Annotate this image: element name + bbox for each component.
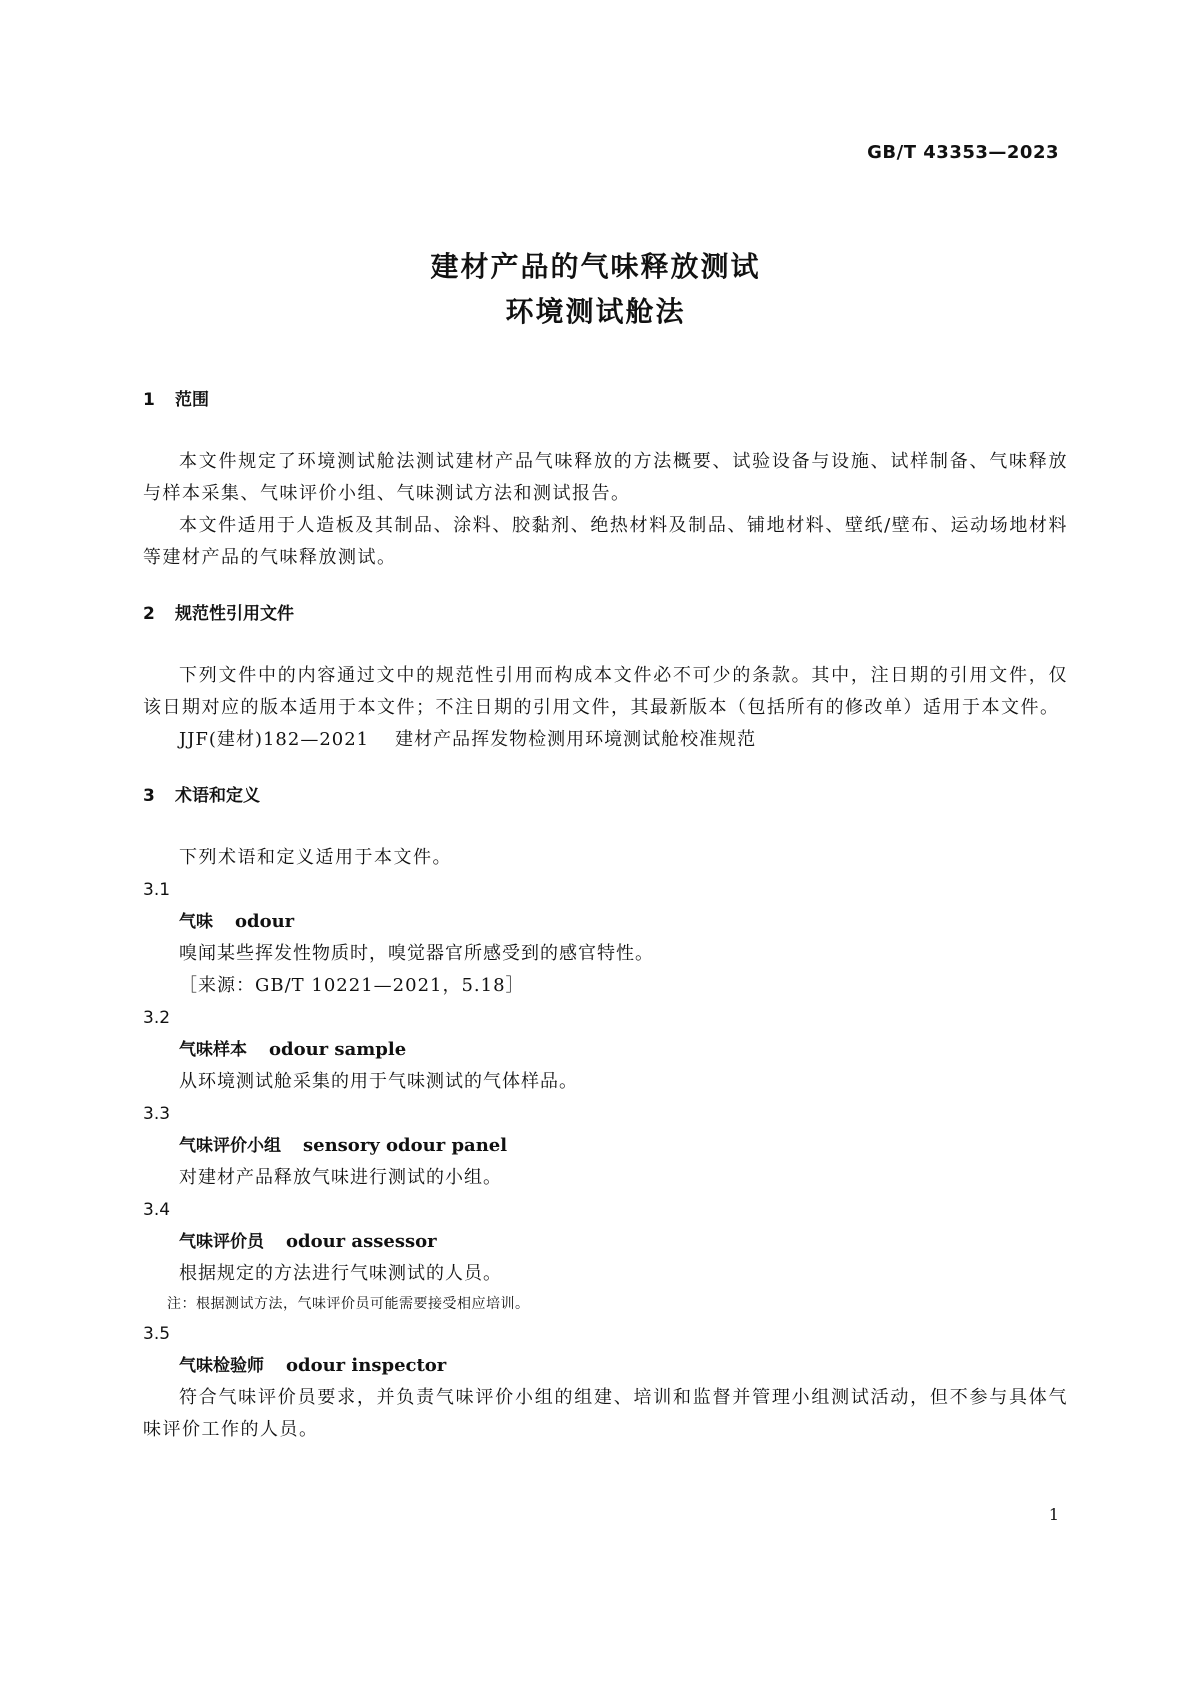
term-name-cn: 气味评价员 — [179, 1232, 264, 1252]
section-heading-terms-definitions — [143, 780, 1068, 812]
page-number: 1 — [1048, 1505, 1059, 1524]
term-name-en: odour inspector — [286, 1355, 447, 1376]
term-name-cn: 气味检验师 — [179, 1356, 264, 1376]
reference-title: 建材产品挥发物检测用环境测试舱校准规范 — [395, 729, 757, 750]
term-name — [143, 1350, 1068, 1382]
scope-paragraph-2: 本文件适用于人造板及其制品、涂料、胶黏剂、绝热材料及制品、铺地材料、壁纸/壁布、运动场地材料等建材产品的气味释放测试。 — [143, 515, 1068, 568]
term-name — [143, 1034, 1068, 1066]
term-name — [143, 906, 1068, 938]
reference-item — [143, 724, 1068, 756]
reference-code: JJF(建材)182—2021 — [179, 729, 370, 750]
term-number: 3.2 — [143, 1008, 171, 1028]
term-note: 注：根据测试方法，气味评价员可能需要接受相应培训。 — [167, 1296, 530, 1312]
section-title: 规范性引用文件 — [175, 604, 294, 624]
term-definition: 嗅闻某些挥发性物质时，嗅觉器官所感受到的感官特性。 — [179, 943, 654, 964]
term-definition: 符合气味评价员要求，并负责气味评价小组的组建、培训和监督并管理小组测试活动，但不参与具体气味评价工作的人员。 — [143, 1387, 1068, 1440]
term-name-en: odour sample — [269, 1039, 407, 1060]
section-heading-normative-references — [143, 598, 1068, 630]
term-name — [143, 1226, 1068, 1258]
section-title: 范围 — [175, 390, 209, 410]
term-number: 3.4 — [143, 1200, 171, 1220]
term-number: 3.3 — [143, 1104, 171, 1124]
terms-intro: 下列术语和定义适用于本文件。 — [179, 847, 452, 868]
term-name — [143, 1130, 1068, 1162]
term-source: ［来源：GB/T 10221—2021，5.18］ — [179, 975, 525, 996]
term-name-en: odour assessor — [286, 1231, 437, 1252]
scope-paragraph-1: 本文件规定了环境测试舱法测试建材产品气味释放的方法概要、试验设备与设施、试样制备、气味释放与样本采集、气味评价小组、气味测试方法和测试报告。 — [143, 451, 1068, 504]
term-name-cn: 气味样本 — [179, 1040, 247, 1060]
references-paragraph: 下列文件中的内容通过文中的规范性引用而构成本文件必不可少的条款。其中，注日期的引用文件，仅该日期对应的版本适用于本文件；不注日期的引用文件，其最新版本（包括所有的修改单）适用于本文件。 — [143, 665, 1068, 718]
section-number: 2 — [143, 604, 155, 624]
document-title-line1: 建材产品的气味释放测试 — [430, 250, 761, 283]
document-body — [143, 384, 1068, 1446]
section-title: 术语和定义 — [175, 786, 260, 806]
term-name-cn: 气味 — [179, 912, 213, 932]
term-name-en: sensory odour panel — [303, 1135, 508, 1156]
term-name-en: odour — [235, 911, 295, 932]
term-name-cn: 气味评价小组 — [179, 1136, 281, 1156]
term-number: 3.1 — [143, 880, 171, 900]
standard-number: GB/T 43353—2023 — [867, 142, 1059, 163]
document-title-line2: 环境测试舱法 — [505, 295, 686, 328]
term-number: 3.5 — [143, 1324, 171, 1344]
term-definition: 根据规定的方法进行气味测试的人员。 — [179, 1263, 502, 1284]
section-number: 3 — [143, 786, 155, 806]
term-definition: 对建材产品释放气味进行测试的小组。 — [179, 1167, 502, 1188]
section-heading-scope — [143, 384, 1068, 416]
section-number: 1 — [143, 390, 155, 410]
term-definition: 从环境测试舱采集的用于气味测试的气体样品。 — [179, 1071, 578, 1092]
